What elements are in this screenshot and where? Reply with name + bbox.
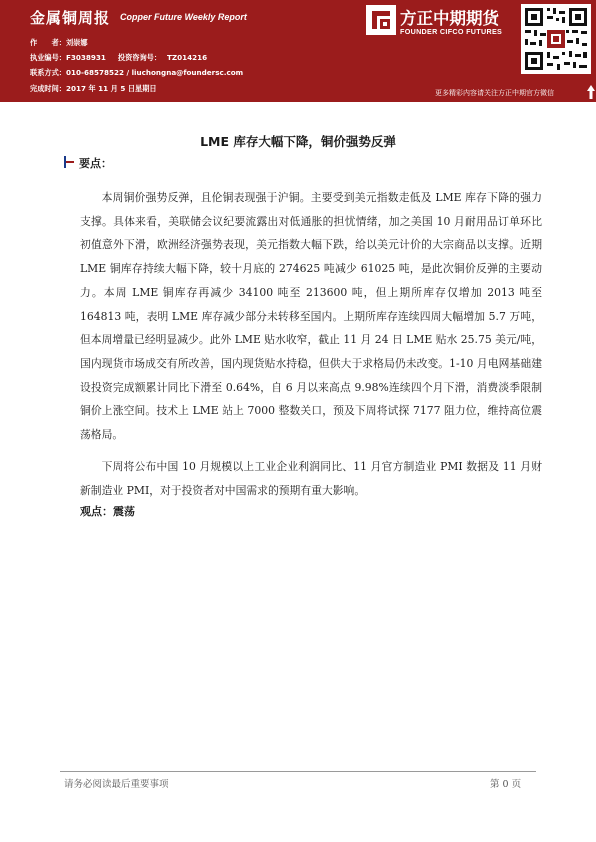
- brand-name-en: FOUNDER CIFCO FUTURES: [400, 27, 503, 36]
- date-line: [30, 84, 157, 94]
- date-label: 完成时间：: [30, 84, 66, 93]
- contact-line: [30, 68, 243, 78]
- key-points-heading: [64, 155, 112, 171]
- contact-info: 010-68578522 / liuchongna@foundersc.com: [65, 68, 244, 77]
- brand-name-cn: 方正中期期货: [400, 9, 499, 28]
- license-number: F3038931: [65, 53, 106, 62]
- report-title: 金属铜周报: [30, 9, 111, 27]
- advisor-number: TZ014216: [167, 53, 208, 62]
- bullet-marker-icon: [64, 156, 74, 168]
- page-number: 第 0 页: [490, 779, 522, 790]
- arrow-up-icon: [586, 84, 596, 100]
- view-conclusion: 观点：震荡: [80, 505, 135, 518]
- analysis-paragraph-2: 下周将公布中国 10 月规模以上工业企业利润同比、11 月官方制造业 PMI 数据及 11 月财新制造业 PMI，对于投资者对中国需求的预期有重大影响。: [80, 460, 542, 497]
- completion-date: 2017 年 11 月 5 日星期日: [65, 84, 157, 93]
- footer-disclaimer: 请务必阅读最后重要事项: [64, 779, 169, 790]
- key-points-label: 要点：: [79, 157, 112, 170]
- qr-code-icon: [521, 4, 591, 74]
- license-line: [30, 53, 207, 63]
- author-line: [30, 38, 88, 48]
- author-name: 刘崇娜: [65, 38, 88, 47]
- report-subtitle: Copper Future Weekly Report: [120, 12, 247, 22]
- advisor-label: 投资咨询号：: [117, 53, 162, 62]
- company-logo: [366, 5, 516, 41]
- author-label: 作 者：: [30, 38, 66, 47]
- founder-logo-icon: [366, 5, 396, 35]
- footer-divider: [60, 771, 536, 772]
- license-label: 执业编号：: [30, 53, 66, 62]
- follow-wechat-text: 更多精彩内容请关注方正中期官方微信: [435, 89, 554, 97]
- wechat-qr-code: [521, 4, 591, 74]
- analysis-paragraph-1: 本周铜价强势反弹，且伦铜表现强于沪铜。主要受到美元指数走低及 LME 库存下降的强力支撑。具体来看，美联储会议纪要流露出对低通胀的担忧情绪，加之美国 10 月耐用品订单环比初值意外下滑，欧洲经济强势表现，美元指数大幅下跌，给以美元计价的大宗商品以支撑。近期 LME 铜库存持续大幅下降，较十月底的 274625 吨减少 61025 吨，是此次铜价反弹的主要动力。本周 LME 铜库存再减少 34100 吨至 213600 吨，但上期所库存仅增加 2013 吨至 164813 吨，表明 LME 库存减少部分未转移至国内。上期所库存连续四周大幅增加 5.7 万吨，但本周增量已经明显减少。此外 LME 贴水收窄，截止 11 月 24 日 LME 贴水 25.75 美元/吨，国内现货市场成交有所改善，国内现货贴水持稳，但供大于求格局仍未改变。1-10 月电网基础建设投资完成额累计同比下滑至 0.64%，自 6 月以来高点 9.98%连续四个月下滑，消费淡季限制铜价上涨空间。技术上 LME 站上 7000 整数关口，预及下周将试探 7177 阻力位，维持高位震荡格局。: [80, 191, 542, 442]
- article-headline: LME 库存大幅下降，铜价强势反弹: [200, 134, 396, 149]
- contact-label: 联系方式：: [30, 68, 66, 77]
- report-header-band: [0, 0, 596, 102]
